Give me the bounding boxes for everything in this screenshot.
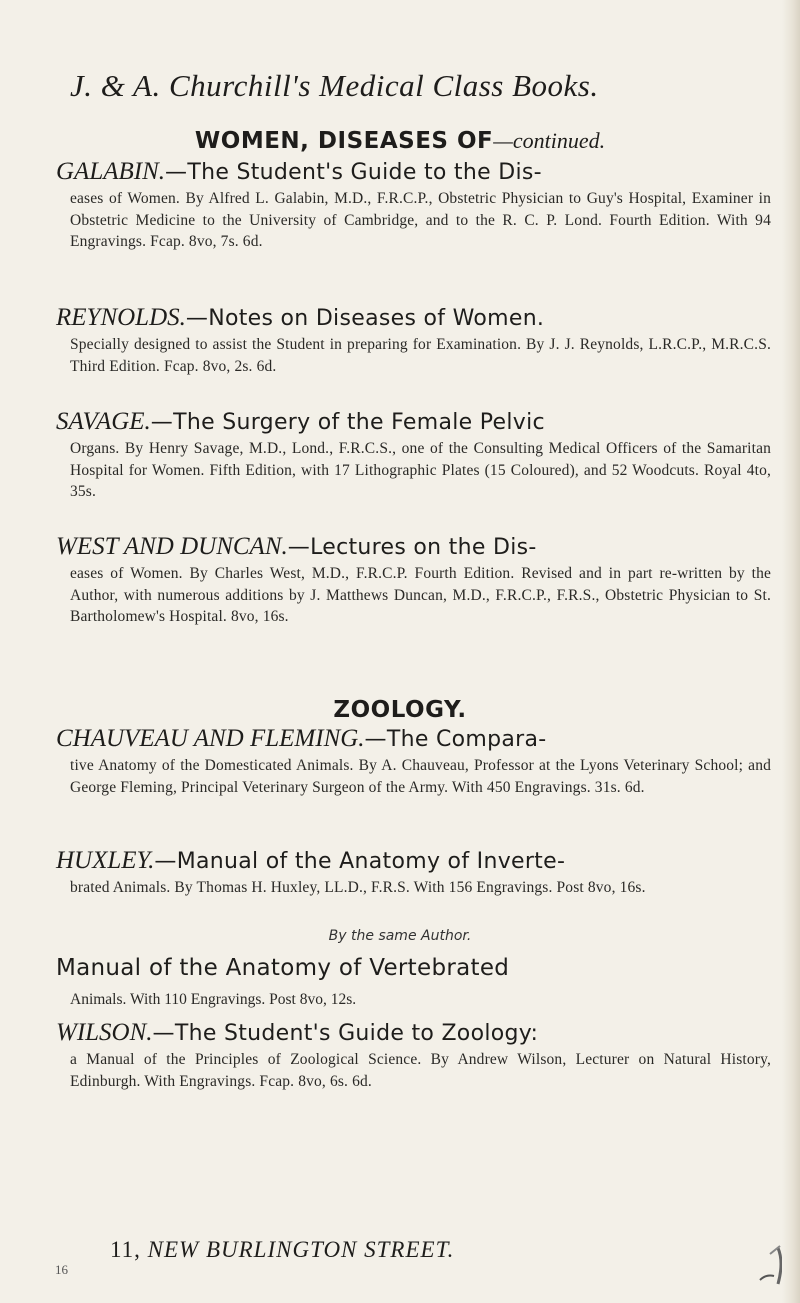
book-entry-reynolds [56, 303, 771, 377]
entry-author: SAVAGE. [56, 408, 151, 435]
section-title-text: ZOOLOGY. [333, 697, 467, 723]
entry-title: —The Student's Guide to the Dis- [165, 160, 542, 185]
entry-title: —Lectures on the Dis- [287, 535, 537, 560]
entry-description: tive Anatomy of the Domesticated Animals. By A. Chauveau, Professor at the Lyons Veterinary School; and George Fleming, Principal Veterinary Surgeon of the Army. With 450 Engravings. 31s. 6d. [70, 757, 771, 796]
address-number: 11, [110, 1237, 141, 1262]
entry-description: eases of Women. By Charles West, M.D., F.R.C.P. Fourth Edition. Revised and in part re-written by the Author, with numerous additions by J. Matthews Duncan, M.D., F.R.C.P., F.R.S., Obstetric Physician to St. Bartholomew's Hospital. 8vo, 16s. [70, 565, 771, 625]
page-mark: 16 [55, 1262, 68, 1277]
entry-description: Specially designed to assist the Student in preparing for Examination. By J. J. Reynolds, L.R.C.P., M.R.C.S. Third Edition. Fcap. 8vo, 2s. 6d. [70, 336, 771, 375]
entry-title: —The Surgery of the Female Pelvic [150, 410, 545, 435]
entry-author: WEST AND DUNCAN. [56, 533, 288, 560]
vertebrated-title: Manual of the Anatomy of Vertebrated [56, 955, 510, 981]
book-entry-huxley [56, 846, 771, 899]
book-entry-savage [56, 407, 771, 503]
vertebrated-description: Animals. With 110 Engravings. Post 8vo, 12s. [70, 991, 357, 1008]
entry-author: CHAUVEAU AND FLEMING. [56, 725, 365, 752]
section-title-text: WOMEN, DISEASES OF [194, 128, 494, 154]
entry-author: HUXLEY. [56, 847, 155, 874]
entry-description: eases of Women. By Alfred L. Galabin, M.D., F.R.C.P., Obstetric Physician to Guy's Hospital, Examiner in Obstetric Medicine to the University of Cambridge, and to the R. C. P. Lond. Fourth Edition. With 94 Engravings. Fcap. 8vo, 7s. 6d. [70, 190, 771, 250]
book-entry-chauveau-fleming [56, 724, 771, 798]
entry-author: GALABIN. [56, 158, 166, 185]
by-same-author-label: By the same Author. [328, 928, 472, 944]
entry-title: —Manual of the Anatomy of Inverte- [154, 849, 566, 874]
entry-author: WILSON. [56, 1019, 153, 1046]
publisher-address [110, 1237, 454, 1263]
section-title-zoology [0, 697, 800, 723]
book-entry-galabin [56, 157, 771, 253]
entry-title: —The Compara- [364, 727, 547, 752]
entry-title: —Notes on Diseases of Women. [185, 306, 545, 331]
entry-description: Organs. By Henry Savage, M.D., Lond., F.R.C.S., one of the Consulting Medical Officers of the Samaritan Hospital for Women. Fifth Edition, with 17 Lithographic Plates (15 Coloured), and 52 Woodcuts. Royal 4to, 35s. [70, 440, 771, 500]
address-street: NEW BURLINGTON STREET. [147, 1237, 455, 1262]
page-edge [782, 0, 800, 1303]
entry-description: a Manual of the Principles of Zoological Science. By Andrew Wilson, Lecturer on Natural History, Edinburgh. With Engravings. Fcap. 8vo, 6s. 6d. [70, 1051, 771, 1090]
entry-description: brated Animals. By Thomas H. Huxley, LL.D., F.R.S. With 156 Engravings. Post 8vo, 16s. [70, 879, 646, 896]
section-continued: —continued. [493, 128, 606, 153]
book-entry-west-duncan [56, 532, 771, 628]
entry-title: —The Student's Guide to Zoology: [152, 1021, 539, 1046]
book-entry-wilson [56, 1018, 771, 1092]
page-header: J. & A. Churchill's Medical Class Books. [70, 68, 599, 103]
section-title-women [0, 128, 800, 154]
entry-author: REYNOLDS. [56, 304, 186, 331]
